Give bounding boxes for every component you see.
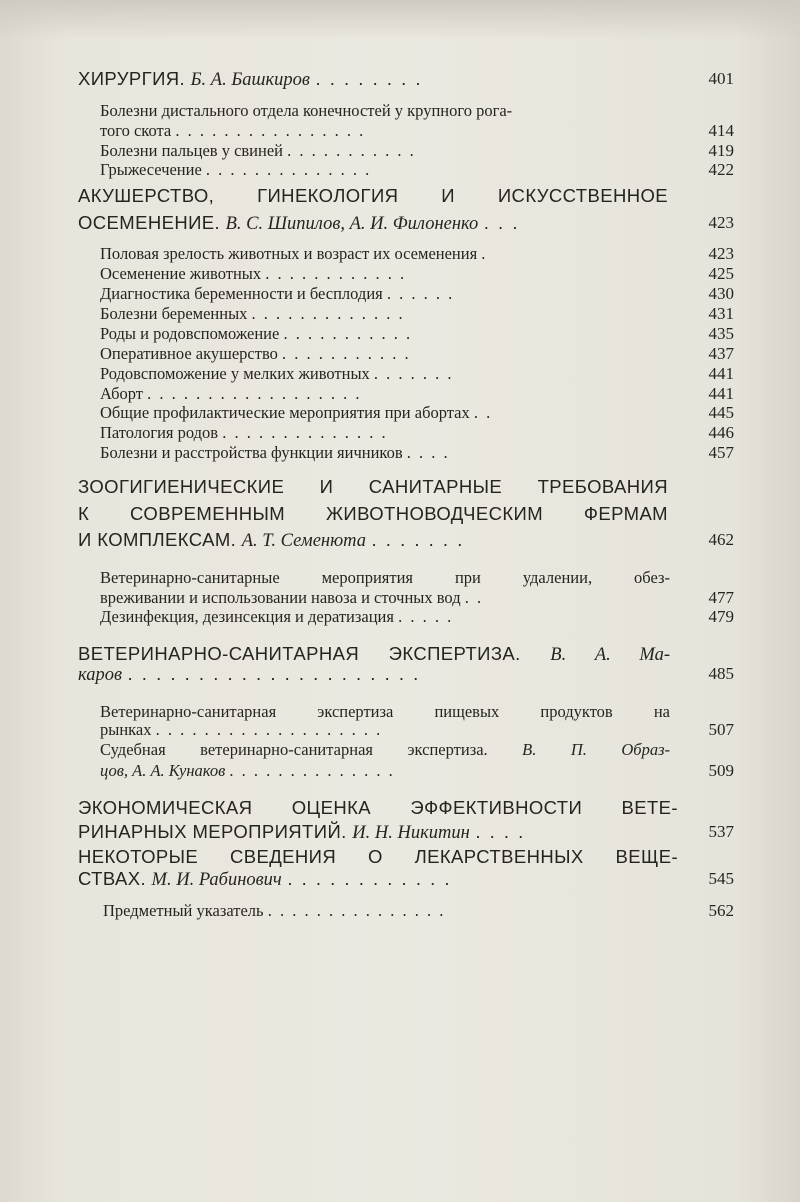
page-number: 537 bbox=[708, 822, 734, 841]
subentry-title: Оперативное акушерство bbox=[100, 344, 278, 363]
page-number: 423 bbox=[708, 244, 734, 263]
section-title: НЕКОТОРЫЕ СВЕДЕНИЯ О ЛЕКАРСТВЕННЫХ ВЕЩЕ- bbox=[78, 846, 678, 867]
subentry-title: Общие профилактические мероприятия при абортах bbox=[100, 403, 470, 422]
leader-dots: . . . . . . . . . . . . . . bbox=[229, 761, 395, 780]
section-title: ХИРУРГИЯ. bbox=[78, 68, 186, 89]
section-title: РИНАРНЫХ МЕРОПРИЯТИЙ. bbox=[78, 821, 347, 842]
page-number: 485 bbox=[708, 664, 734, 683]
toc-entry-index bbox=[0, 899, 800, 923]
page-number: 423 bbox=[708, 213, 734, 232]
leader-dots: . . . . . . . . bbox=[315, 68, 423, 89]
subentry-title: Осеменение животных bbox=[100, 264, 262, 283]
subentry-title: того скота bbox=[100, 121, 172, 140]
leader-dots: . . . . . . . bbox=[371, 529, 465, 550]
section-title: ОСЕМЕНЕНИЕ. bbox=[78, 212, 221, 233]
leader-dots: . . bbox=[473, 403, 493, 422]
page-number: 446 bbox=[708, 423, 734, 442]
page-number: 545 bbox=[708, 869, 734, 888]
subentry-title: Половая зрелость животных и возраст их осеменения bbox=[100, 244, 478, 263]
leader-dots: . . . . . . . . . . . . . . bbox=[222, 423, 388, 442]
section-author: каров bbox=[78, 665, 122, 685]
leader-dots: . . . . . . . . . . . . bbox=[287, 868, 452, 889]
toc-entry-drugs-cont bbox=[0, 867, 800, 891]
leader-dots: . . . . . . . . . . . . . . . . . . . . . bbox=[127, 663, 421, 684]
subentry-title: Болезни дистального отдела конечностей у крупного рога- bbox=[100, 101, 513, 120]
subentry-title: Диагностика беременности и бесплодия bbox=[100, 284, 383, 303]
page-number: 437 bbox=[708, 344, 734, 363]
leader-dots: . . . . bbox=[406, 443, 450, 462]
section-author: В. А. Ма- bbox=[550, 645, 670, 665]
subentry-title: Болезни пальцев у свиней bbox=[100, 141, 283, 160]
page-number: 401 bbox=[708, 69, 734, 88]
toc-entry-zoohygiene bbox=[0, 475, 800, 499]
page-number: 462 bbox=[708, 530, 734, 549]
leader-dots: . . . . . . . . . . . . . . . bbox=[267, 901, 446, 920]
page-number: 435 bbox=[708, 324, 734, 343]
leader-dots: . . . . . . . . . . . . . . bbox=[205, 160, 372, 179]
page-number: 457 bbox=[708, 443, 734, 462]
page-number: 419 bbox=[708, 141, 734, 160]
section-title: СТВАХ. bbox=[78, 868, 146, 889]
toc-subentry bbox=[0, 441, 800, 465]
subentry-title: Ветеринарно-санитарная экспертиза пищевых продуктов на bbox=[100, 702, 670, 721]
leader-dots: . . . . . . . bbox=[373, 364, 454, 383]
subentry-title: Болезни и расстройства функции яичников bbox=[100, 443, 403, 462]
leader-dots: . . . . bbox=[475, 821, 526, 842]
leader-dots: . . . . . . . . . . . bbox=[283, 324, 413, 343]
toc-entry-obstetrics-cont bbox=[0, 211, 800, 235]
toc-entry-surgery bbox=[0, 67, 800, 91]
page-number: 562 bbox=[708, 901, 734, 920]
page-number: 414 bbox=[708, 121, 734, 140]
subentry-title: Аборт bbox=[100, 384, 143, 403]
section-title: К СОВРЕМЕННЫМ ЖИВОТНОВОДЧЕСКИМ ФЕРМАМ bbox=[78, 503, 668, 524]
subentry-title: Болезни беременных bbox=[100, 304, 248, 323]
subentry-title: Патология родов bbox=[100, 423, 219, 442]
section-title: АКУШЕРСТВО, ГИНЕКОЛОГИЯ И ИСКУССТВЕННОЕ bbox=[78, 185, 668, 206]
section-title: ЭКОНОМИЧЕСКАЯ ОЦЕНКА ЭФФЕКТИВНОСТИ ВЕТЕ- bbox=[78, 797, 678, 818]
leader-dots: . . . . . . . . . . . . . . . . . . bbox=[147, 384, 362, 403]
toc-entry-economics-cont bbox=[0, 820, 800, 844]
page-number: 431 bbox=[708, 304, 734, 323]
section-author: И. Н. Никитин bbox=[352, 823, 470, 843]
page-number: 479 bbox=[708, 607, 734, 626]
subentry-author: В. П. Образ- bbox=[522, 740, 670, 759]
page-number: 425 bbox=[708, 264, 734, 283]
leader-dots: . . . . . . . . . . . . . bbox=[251, 304, 405, 323]
leader-dots: . bbox=[481, 244, 488, 263]
subentry-title: Предметный указатель bbox=[103, 901, 264, 920]
leader-dots: . . . . . . . . . . . . . . . . . . . bbox=[155, 720, 383, 739]
subentry-title: вреживании и использовании навоза и сточных вод bbox=[100, 588, 461, 607]
subentry-title: Судебная ветеринарно-санитарная экспертиза. bbox=[100, 740, 488, 759]
subentry-title: Ветеринарно-санитарные мероприятия при удалении, обез- bbox=[100, 568, 670, 587]
page-number: 507 bbox=[708, 720, 734, 739]
toc-subentry bbox=[0, 158, 800, 182]
toc-entry-economics bbox=[0, 796, 800, 820]
page-number: 477 bbox=[708, 588, 734, 607]
page-number: 445 bbox=[708, 403, 734, 422]
toc-entry-zoohygiene-cont bbox=[0, 528, 800, 552]
leader-dots: . . . bbox=[483, 212, 520, 233]
section-title: И КОМПЛЕКСАМ. bbox=[78, 529, 237, 550]
leader-dots: . . . . . . . . . . . bbox=[287, 141, 416, 160]
page-number: 430 bbox=[708, 284, 734, 303]
section-author: А. Т. Семенюта bbox=[241, 531, 366, 551]
toc-subentry bbox=[0, 605, 800, 629]
subentry-title: Роды и родовспоможение bbox=[100, 324, 280, 343]
toc-entry-drugs bbox=[0, 845, 800, 869]
toc-subentry bbox=[0, 759, 800, 783]
page-number: 509 bbox=[708, 761, 734, 780]
page-number: 441 bbox=[708, 364, 734, 383]
toc-entry-zoohygiene-cont bbox=[0, 502, 800, 526]
subentry-title: Грыжесечение bbox=[100, 160, 202, 179]
leader-dots: . . . . . . . . . . . bbox=[282, 344, 411, 363]
subentry-title: Дезинфекция, дезинсекция и дератизация bbox=[100, 607, 394, 626]
subentry-title: Родовспоможение у мелких животных bbox=[100, 364, 370, 383]
subentry-author: цов, А. А. Кунаков bbox=[100, 761, 226, 780]
toc-entry-vet-expertise-cont bbox=[0, 662, 800, 686]
leader-dots: . . . . . . . . . . . . . . . . bbox=[175, 121, 366, 140]
section-author: Б. А. Башкиров bbox=[190, 70, 310, 90]
leader-dots: . . bbox=[464, 588, 484, 607]
section-author: В. С. Шипилов, А. И. Филоненко bbox=[225, 214, 479, 234]
section-title: ЗООГИГИЕНИЧЕСКИЕ И САНИТАРНЫЕ ТРЕБОВАНИЯ bbox=[78, 476, 668, 497]
page-number: 441 bbox=[708, 384, 734, 403]
section-title: ВЕТЕРИНАРНО-САНИТАРНАЯ ЭКСПЕРТИЗА. bbox=[78, 643, 521, 664]
section-author: М. И. Рабинович bbox=[151, 870, 282, 890]
leader-dots: . . . . . . . . . . . . bbox=[265, 264, 407, 283]
toc-entry-obstetrics bbox=[0, 184, 800, 208]
subentry-title: рынках bbox=[100, 720, 152, 739]
page-number: 422 bbox=[708, 160, 734, 179]
leader-dots: . . . . . . bbox=[386, 284, 455, 303]
leader-dots: . . . . . bbox=[398, 607, 454, 626]
